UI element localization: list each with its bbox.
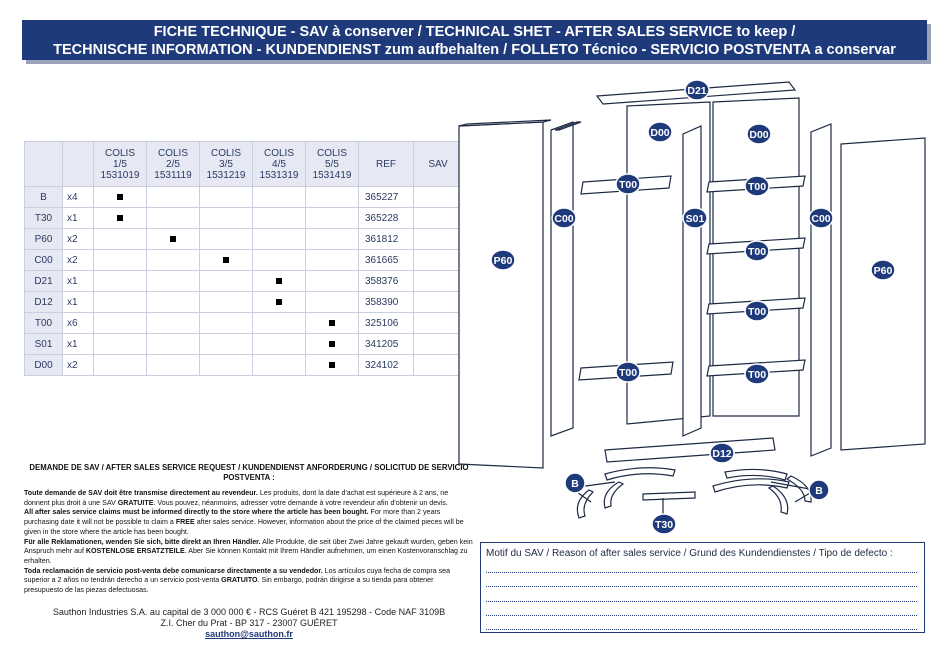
wardrobe-exploded-diagram [455,78,935,538]
c00-left-label-marker [552,208,576,228]
t30-label-marker [652,514,676,534]
header-banner [22,20,927,60]
table-row [25,334,463,355]
service-request-de: Für alle Reklamationen, wenden Sie sich, bitte direkt an Ihren Händler. Alle Produkte, die seit über Zwei Jahre gekauft wurden, geben kein Anspruch mehr auf KOSTENLOSE ERSATZTEILE. Aber Sie können Kontakt mit Ihrem Händler aufnehmen, um einen Kostenvoranschlag zu erhalten. [24,537,473,565]
diagram-label: D21 [687,84,707,97]
colis-cell [306,355,359,376]
code-header [25,142,63,187]
c00-left-panel-shape [551,122,573,436]
t00-label-marker [616,362,640,382]
t00-label-marker [616,174,640,194]
colis-cell [200,355,253,376]
d21-label-marker [685,80,709,100]
p60-left-door-shape [459,122,543,468]
colis-cell [306,313,359,334]
company-address: Z.I. Cher du Prat - BP 317 - 23007 GUÉRET [160,618,338,628]
reason-title: Motif du SAV / Reason of after sales service / Grund des Kundendienstes / Tipo de defecto : [486,548,893,559]
colis-cell [94,313,147,334]
part-ref: 341205 [359,334,414,355]
table-row [25,250,463,271]
colis-cell [253,250,306,271]
package-mark-icon [329,362,335,368]
reason-line[interactable] [486,602,917,616]
part-quantity: x6 [63,313,94,334]
colis-cell [253,313,306,334]
colis-header: COLIS 4/5 1531319 [253,142,306,187]
diagram-label: P60 [493,254,513,267]
diagram-label: D00 [749,128,769,141]
part-quantity: x1 [63,292,94,313]
part-quantity: x1 [63,271,94,292]
colis-cell [253,187,306,208]
diagram-label: T00 [747,368,767,381]
colis-cell [94,334,147,355]
service-request-body [24,489,474,596]
part-ref: 325106 [359,313,414,334]
d00-right-label-marker [747,124,771,144]
part-ref: 324102 [359,355,414,376]
diagram-label: T00 [747,245,767,258]
reason-box [480,542,925,633]
colis-cell [200,334,253,355]
diagram-label: T30 [654,518,674,531]
part-code: D21 [25,271,63,292]
diagram-label: T00 [747,305,767,318]
colis-cell [94,250,147,271]
diagram-label: B [815,484,823,497]
package-mark-icon [223,257,229,263]
colis-cell [94,271,147,292]
company-legal: Sauthon Industries S.A. au capital de 3 000 000 € - RCS Guéret B 421 195298 - Code NAF 3109B [52,607,446,617]
t30-bar-shape [643,492,695,500]
table-row [25,355,463,376]
table-row [25,187,463,208]
parts-table [24,141,463,376]
colis-cell [253,271,306,292]
d12-bottom-shape [605,438,775,462]
company-info [24,607,474,640]
part-code: T30 [25,208,63,229]
part-ref: 365228 [359,208,414,229]
colis-cell [147,355,200,376]
colis-cell [147,313,200,334]
diagram-label: T00 [747,180,767,193]
package-mark-icon [276,278,282,284]
diagram-label: C00 [811,212,831,225]
colis-cell [147,292,200,313]
colis-cell [306,187,359,208]
colis-cell [200,313,253,334]
diagram-label: T00 [618,178,638,191]
colis-cell [147,271,200,292]
s01-label-marker [683,208,707,228]
colis-cell [253,292,306,313]
colis-cell [147,334,200,355]
colis-cell [94,229,147,250]
service-request-en: All after sales service claims must be informed directly to the store where the article has been bought. For more than 2 years purchasing date it will not be possible to claim a FREE after sales service. However, information about the price of the claimed pieces will be given in the store where the article has been bought. [24,508,464,536]
t00-label-marker [745,301,769,321]
b-right-label-marker [809,480,829,500]
colis-cell [147,250,200,271]
colis-cell [200,292,253,313]
qty-header [63,142,94,187]
package-mark-icon [117,215,123,221]
diagram-label: S01 [685,212,705,225]
table-row [25,208,463,229]
part-quantity: x2 [63,250,94,271]
table-row [25,313,463,334]
colis-cell [147,208,200,229]
colis-header: COLIS 1/5 1531019 [94,142,147,187]
colis-cell [306,229,359,250]
colis-cell [306,208,359,229]
colis-cell [253,334,306,355]
part-code: S01 [25,334,63,355]
part-quantity: x1 [63,334,94,355]
package-mark-icon [276,299,282,305]
ref-header: REF [359,142,414,187]
p60-right-label-marker [871,260,895,280]
b-left-label-marker [565,473,585,493]
part-ref: 358390 [359,292,414,313]
colis-cell [200,271,253,292]
company-email-link[interactable]: sauthon@sauthon.fr [205,629,293,639]
part-quantity: x4 [63,187,94,208]
colis-header: COLIS 2/5 1531119 [147,142,200,187]
sav-header: SAV [414,142,463,187]
package-mark-icon [329,320,335,326]
colis-cell [200,250,253,271]
colis-cell [253,355,306,376]
part-ref: 358376 [359,271,414,292]
diagram-label: C00 [554,212,574,225]
diagram-label: B [571,477,579,490]
reason-line[interactable] [486,573,917,587]
colis-cell [94,208,147,229]
table-row [25,229,463,250]
t00-label-marker [745,241,769,261]
part-code: D00 [25,355,63,376]
reason-line[interactable] [486,587,917,601]
colis-cell [306,271,359,292]
colis-cell [200,229,253,250]
part-code: B [25,187,63,208]
parts-table-body [25,187,463,376]
part-ref: 361665 [359,250,414,271]
service-request-fr: Toute demande de SAV doit être transmise directement au revendeur. Les produits, dont la date d'achat est supérieure à 2 ans, ne donnent plus droit à une SAV GRATUITE. Vous pouvez, néanmoins, adresser votre demande à votre revendeur afin d'obtenir un devis. [24,489,449,507]
t00-label-marker [745,176,769,196]
package-mark-icon [117,194,123,200]
colis-cell [253,208,306,229]
p60-right-door-shape [841,138,925,450]
diagram-label: D12 [712,447,732,460]
colis-cell [147,187,200,208]
colis-cell [306,250,359,271]
c00-right-panel-shape [811,124,831,456]
diagram-label: T00 [618,366,638,379]
colis-cell [200,208,253,229]
colis-cell [306,334,359,355]
d00-left-label-marker [648,122,672,142]
t00-label-marker [745,364,769,384]
parts-table-header [25,142,463,187]
diagram-label: D00 [650,126,670,139]
part-code: C00 [25,250,63,271]
table-row [25,271,463,292]
colis-cell [94,292,147,313]
s01-separator-shape [683,126,701,436]
p60-left-label-marker [491,250,515,270]
diagram-label: P60 [873,264,893,277]
part-code: D12 [25,292,63,313]
colis-cell [306,292,359,313]
d12-label-marker [710,443,734,463]
part-quantity: x2 [63,229,94,250]
part-code: T00 [25,313,63,334]
service-request-title: DEMANDE DE SAV / AFTER SALES SERVICE REQUEST / KUNDENDIENST ANFORDERUNG / SOLICITUD DE SERVICIO POSTVENTA : [29,463,469,482]
package-mark-icon [170,236,176,242]
colis-header: COLIS 5/5 1531419 [306,142,359,187]
part-code: P60 [25,229,63,250]
reason-line[interactable] [486,616,917,630]
part-quantity: x1 [63,208,94,229]
table-row [25,292,463,313]
package-mark-icon [329,341,335,347]
header-line-2: TECHNISCHE INFORMATION - KUNDENDIENST zum aufbehalten / FOLLETO Técnico - SERVICIO POSTVENTA a conservar [53,42,896,58]
part-quantity: x2 [63,355,94,376]
colis-cell [147,229,200,250]
colis-cell [94,187,147,208]
part-ref: 365227 [359,187,414,208]
colis-cell [253,229,306,250]
colis-cell [200,187,253,208]
service-request-es: Toda reclamación de servicio post-venta debe comunicarse directamente a su vendedor. Los artículos cuya fecha de compra sea superior a 2 años no tendrán derecho a un servicio post-venta GRATUITO. Sin embargo, podrán dirigirse a su tienda para obtener presupuesto de las piezas defectuosas. [24,566,451,595]
header-line-1: FICHE TECHNIQUE - SAV à conserver / TECHNICAL SHET - AFTER SALES SERVICE to keep / [153,24,796,40]
colis-cell [94,355,147,376]
c00-right-label-marker [809,208,833,228]
part-ref: 361812 [359,229,414,250]
reason-lines [481,559,924,630]
colis-header: COLIS 3/5 1531219 [200,142,253,187]
reason-line[interactable] [486,559,917,573]
